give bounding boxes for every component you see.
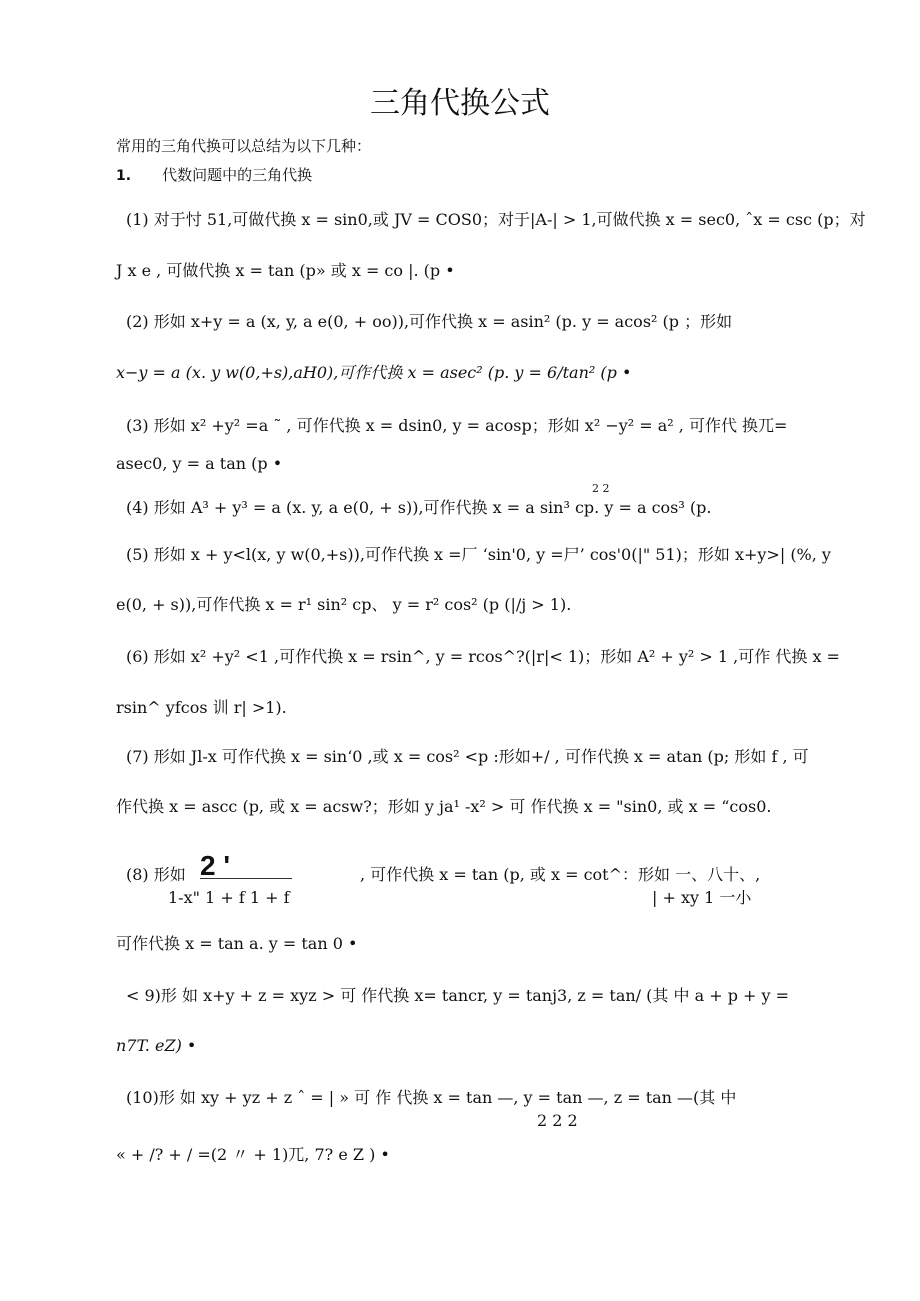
item-3-line-1: (3) 形如 x² +y² =a ˜ , 可作代换 x = dsin0, y = acosp；形如 x² −y² = a² , 可作代 换兀=	[126, 416, 788, 435]
item-3-line-2: asec0, y = a tan (p •	[116, 454, 283, 473]
item-5-line-2: e(0, + s)),可作代换 x = r¹ sin² cp、 y = r² cos² (p (|/j > 1).	[116, 595, 572, 614]
item-6-line-1: (6) 形如 x² +y² <1 ,可作代换 x = rsin^, y = rcos^?(|r|< 1)；形如 A² + y² > 1 ,可作 代换 x =	[126, 647, 840, 666]
item-7-line-2: 作代换 x = ascc (p, 或 x = acsw?；形如 y ja¹ -x² > 可 作代换 x = "sin0, 或 x = “cos0.	[116, 797, 772, 816]
intro-text: 常用的三角代换可以总结为以下几种：	[116, 137, 372, 155]
item-7-line-1: (7) 形如 Jl-x 可作代换 x = sin‘0 ,或 x = cos² <p :形如+/ , 可作代换 x = atan (p; 形如 f , 可	[126, 747, 809, 766]
item-2-line-2: x−y = a (x. y w(0,+s),aH0),可作代换 x = asec² (p. y = 6/tan² (p •	[116, 363, 632, 382]
item-9-line-1: < 9)形 如 x+y + z = xyz > 可 作代换 x= tancr, y = tanj3, z = tan/ (其 中 a + p + y =	[126, 986, 790, 1005]
item-10-line-2: « + /? + / =(2 〃 + 1)兀, 7? e Z ) •	[116, 1145, 390, 1164]
item-8-denominators-right: | + xy 1 一小	[652, 888, 752, 907]
item-1-line-1: (1) 对于忖 51,可做代换 x = sin0,或 JV = COS0；对于|A-| > 1,可做代换 x = sec0, ˆx = csc (p；对	[126, 210, 866, 229]
item-8-scribble: 2 '	[200, 850, 231, 881]
item-8-line-2: 可作代换 x = tan a. y = tan 0 •	[116, 934, 358, 953]
section-heading	[116, 165, 312, 186]
page-title: 三角代换公式	[370, 86, 550, 121]
item-9-line-2: n7T. eZ) •	[116, 1036, 197, 1055]
item-2-line-1: (2) 形如 x+y = a (x, y, a e(0, + oo)),可作代换 x = asin² (p. y = acos² (p ；形如	[126, 312, 733, 331]
item-5-line-1: (5) 形如 x + y<l(x, y w(0,+s)),可作代换 x =厂 ‘sin'0, y =尸’ cos'0(|" 51)；形如 x+y>| (%, y	[126, 545, 831, 564]
section-number: 1.	[116, 168, 132, 184]
item-10-line-1: (10)形 如 xy + yz + z ˆ = | » 可 作 代换 x = tan —, y = tan —, z = tan —(其 中	[126, 1088, 737, 1107]
item-4-line: (4) 形如 A³ + y³ = a (x. y, a e(0, + s)),可作代换 x = a sin³ cp. y = a cos³ (p.	[126, 498, 712, 517]
item-8-prefix: (8) 形如	[126, 865, 186, 884]
item-8-denominators: 1-x" 1 + f 1 + f	[168, 888, 290, 907]
item-8-tail: , 可作代换 x = tan (p, 或 x = cot^：形如 一、八十、,	[360, 865, 761, 884]
item-6-line-2: rsin^ yfcos 训 r| >1).	[116, 698, 287, 717]
item-1-line-2: J x e , 可做代换 x = tan (p» 或 x = co |. (p •	[116, 261, 455, 280]
item-10-denominators: 2 2 2	[537, 1111, 578, 1130]
item-4-superscript: 2 2	[592, 482, 610, 495]
fraction-bar	[200, 878, 292, 879]
section-label: 代数问题中的三角代换	[162, 166, 313, 184]
